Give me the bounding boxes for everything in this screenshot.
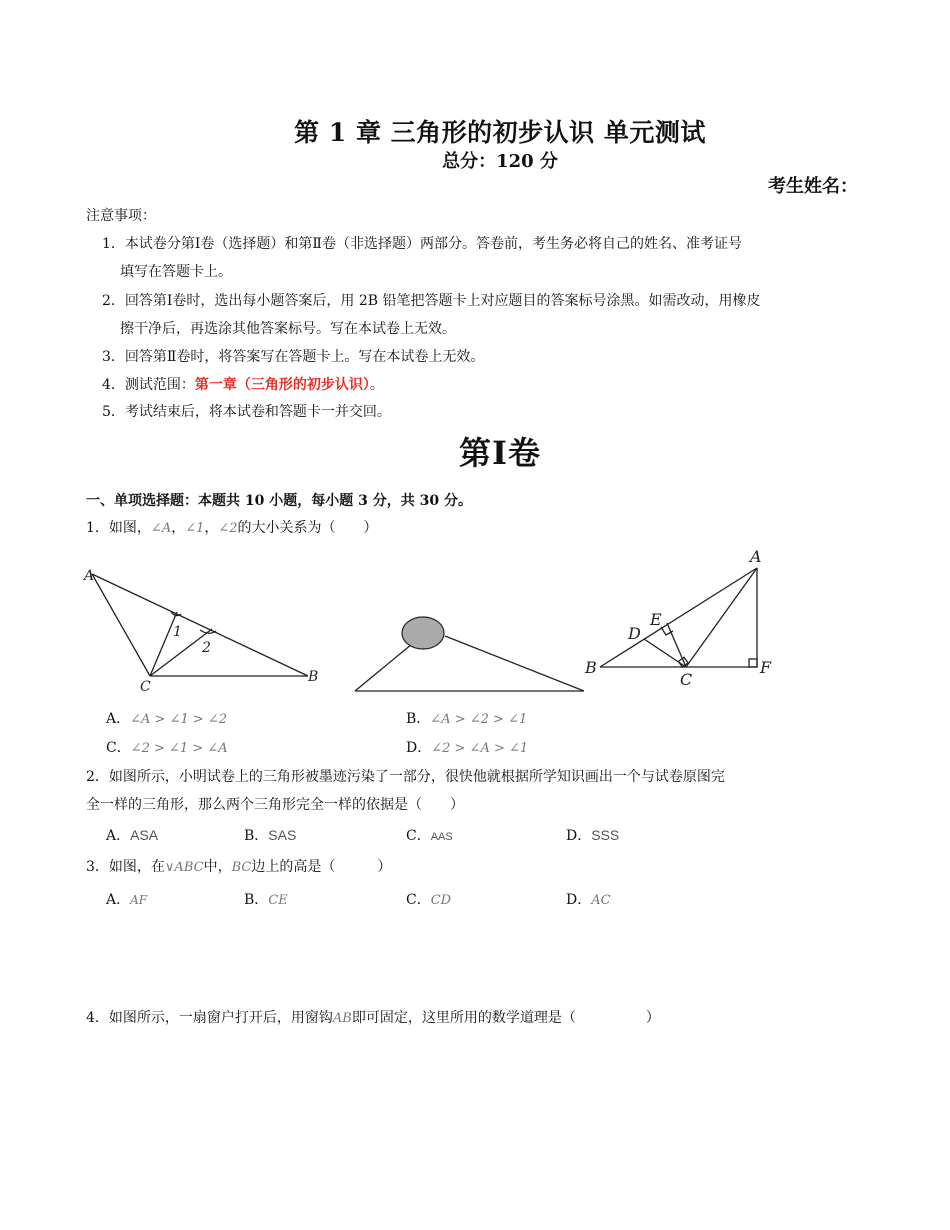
- q3-label-a: A: [750, 547, 762, 566]
- q2-right-side: [445, 636, 584, 691]
- page-title: 第 1 章 三角形的初步认识 单元测试: [294, 118, 706, 147]
- q3-side-ba: [600, 568, 757, 667]
- q3-figure: [582, 545, 782, 695]
- q2-figure: [350, 610, 590, 700]
- q3-option-a-value: AF: [130, 893, 148, 907]
- notice-item-4-suffix: 。: [369, 377, 384, 393]
- q2-option-a-value: ASA: [130, 827, 159, 843]
- notice-heading: 注意事项：: [86, 208, 156, 224]
- q3-prefix: 3．如图，在: [86, 859, 165, 875]
- q3-option-b[interactable]: [244, 889, 288, 909]
- q1-label-b: B: [308, 669, 319, 685]
- q1-label-2: 2: [202, 640, 211, 656]
- q3-right-angle-f: [749, 659, 757, 667]
- q2-option-b[interactable]: [244, 825, 296, 845]
- q1-label-1: 1: [173, 624, 182, 640]
- q1-option-b[interactable]: [406, 708, 527, 728]
- notice-item-4: [102, 375, 384, 395]
- question-4-stem: [86, 1008, 660, 1029]
- q3-option-d-value: AC: [591, 893, 611, 908]
- q3-triangle: ∨ABC: [164, 860, 204, 875]
- q1-option-d-value: ∠2 > ∠A > ∠1: [431, 741, 529, 756]
- test-scope: 第一章（三角形的初步认识）: [194, 377, 370, 393]
- q3-option-b-value: CE: [268, 893, 288, 908]
- q1-option-d-label: D．: [406, 740, 432, 756]
- question-1-stem: [86, 518, 378, 539]
- q2-option-b-value: SAS: [268, 827, 297, 843]
- q2-option-a[interactable]: [106, 825, 158, 845]
- q2-option-d[interactable]: [566, 825, 619, 845]
- notice-item-5: 5．考试结束后，将本试卷和答题卡一并交回。: [102, 404, 391, 420]
- q3-label-f: F: [760, 658, 772, 677]
- q1-option-c-label: C．: [106, 740, 131, 756]
- q3-label-b: B: [585, 658, 597, 677]
- q4-prefix: 4．如图所示，一扇窗户打开后，用窗钩: [86, 1010, 333, 1026]
- student-name-label: 考生姓名：: [768, 176, 858, 197]
- notice-item-3: 3．回答第Ⅱ卷时，将答案写在答题卡上。写在本试卷上无效。: [102, 349, 485, 365]
- notice-item-2-line-1: 2．回答第Ⅰ卷时，选出每小题答案后，用 2B 铅笔把答题卡上对应题目的答案标号涂黑。如需改动，用橡皮: [102, 293, 761, 309]
- q1-angle-1: ∠1: [185, 521, 205, 536]
- q1-side-ab: [92, 574, 308, 676]
- q3-option-d[interactable]: [566, 889, 611, 909]
- q3-option-c-label: C．: [406, 892, 431, 908]
- section-1-heading: 一、单项选择题：本题共 10 小题，每小题 3 分，共 30 分。: [86, 493, 472, 509]
- q1-label-c: C: [140, 679, 151, 695]
- q4-tail: 即可固定，这里所用的数学道理是（ ）: [351, 1010, 660, 1026]
- q1-label-a: A: [84, 568, 95, 584]
- notice-item-1-line-1: 1．本试卷分第Ⅰ卷（选择题）和第Ⅱ卷（非选择题）两部分。答卷前，考生务必将自己的姓名、准考证号: [102, 236, 742, 252]
- q1-tail: 的大小关系为（ ）: [237, 520, 378, 536]
- q1-angle-2: ∠2: [218, 521, 238, 536]
- q2-option-d-label: D．: [566, 828, 592, 844]
- q4-hook: AB: [332, 1011, 352, 1026]
- q2-option-c-label: C．: [406, 828, 431, 844]
- total-score: 总分：120 分: [442, 151, 558, 172]
- q3-option-c[interactable]: [406, 889, 451, 909]
- q1-option-c[interactable]: [106, 737, 228, 757]
- q1-number: 1．如图，: [86, 520, 151, 536]
- q3-option-a[interactable]: [106, 889, 147, 909]
- q1-option-a-value: ∠A > ∠1 > ∠2: [130, 712, 228, 727]
- q3-side-ac: [686, 568, 757, 667]
- question-3-stem: [86, 857, 391, 878]
- q1-option-b-value: ∠A > ∠2 > ∠1: [430, 712, 528, 727]
- q3-label-c: C: [680, 670, 693, 689]
- q2-option-c-value: AAS: [430, 831, 453, 843]
- q2-option-a-label: A．: [106, 828, 131, 844]
- q3-tail: 边上的高是（ ）: [251, 859, 392, 875]
- q3-option-b-label: B．: [244, 892, 269, 908]
- q1-option-a-label: A．: [106, 711, 131, 727]
- q1-option-b-label: B．: [406, 711, 431, 727]
- notice-item-4-prefix: 4．测试范围：: [102, 377, 195, 393]
- q1-angle-a: ∠A: [150, 521, 172, 536]
- q3-label-e: E: [650, 610, 662, 629]
- q1-sep-2: ，: [204, 520, 219, 536]
- q2-left-side: [355, 644, 412, 691]
- q3-option-a-label: A．: [106, 892, 131, 908]
- q3-middle: 中，: [203, 859, 232, 875]
- q3-option-c-value: CD: [430, 893, 452, 908]
- q1-option-a[interactable]: [106, 708, 227, 728]
- notice-item-2-line-2: 擦干净后，再选涂其他答案标号。写在本试卷上无效。: [120, 321, 456, 337]
- notice-item-1-line-2: 填写在答题卡上。: [120, 264, 232, 280]
- ink-blot: [402, 617, 444, 649]
- q3-option-d-label: D．: [566, 892, 592, 908]
- q1-sep-1: ，: [171, 520, 186, 536]
- question-2-line-2: 全一样的三角形，那么两个三角形完全一样的依据是（ ）: [86, 797, 464, 813]
- q1-side-ac: [92, 574, 150, 676]
- volume-title: 第Ⅰ卷: [459, 434, 541, 472]
- q2-option-d-value: SSS: [591, 827, 620, 843]
- q1-option-d[interactable]: [406, 737, 528, 757]
- q3-side: BC: [231, 860, 252, 875]
- q3-label-d: D: [628, 624, 641, 643]
- question-2-line-1: 2．如图所示，小明试卷上的三角形被墨迹污染了一部分，很快他就根据所学知识画出一个与试卷原图完: [86, 769, 725, 785]
- q2-option-b-label: B．: [244, 828, 269, 844]
- q2-option-c[interactable]: [406, 825, 453, 845]
- q1-figure: [80, 560, 330, 700]
- q1-option-c-value: ∠2 > ∠1 > ∠A: [130, 741, 228, 756]
